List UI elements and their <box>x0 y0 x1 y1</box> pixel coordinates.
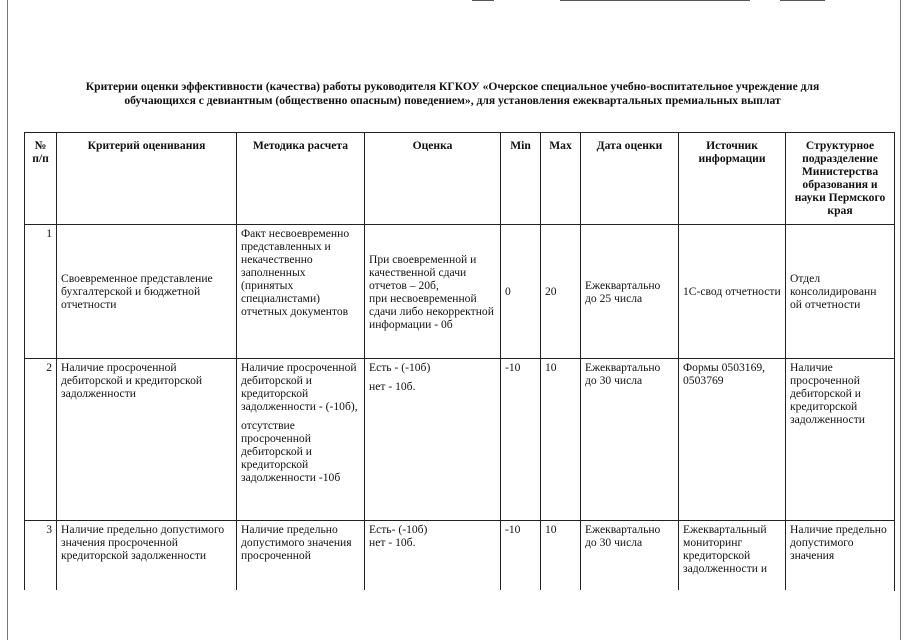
scan-border-right <box>900 0 901 640</box>
method-text: отсутствие просроченной дебиторской и кредиторской задолженности -10б <box>241 419 341 484</box>
max-cell: 10 <box>541 521 581 591</box>
row-number: 1 <box>25 225 57 359</box>
date-cell: Ежеквартально до 30 числа <box>581 521 679 591</box>
header-criterion: Критерий оценивания <box>57 133 237 225</box>
header-date: Дата оценки <box>581 133 679 225</box>
header-dept: Структурное подразделение Министерства образования и науки Пермского края <box>786 133 895 225</box>
page-bottom-margin <box>24 590 894 640</box>
top-rule-1 <box>472 0 494 1</box>
title-line-1: Критерии оценки эффективности (качества) работы руководителя КГКОУ «Очерское специальное учебно-воспитательное учреждение для <box>85 80 820 93</box>
method-text: Наличие просроченной дебиторской и кредиторской задолженности - (-10б), <box>241 361 358 413</box>
method-cell <box>237 225 365 359</box>
max-cell: 20 <box>541 225 581 359</box>
header-source: Источник информации <box>679 133 786 225</box>
min-cell: 0 <box>501 225 541 359</box>
date-cell: Ежеквартально до 30 числа <box>581 359 679 521</box>
source-cell: 1С-свод отчетности <box>679 225 786 359</box>
score-text: Есть- (-10б) <box>369 523 428 536</box>
method-text: Факт несвоевременно представленных и некачественно заполненных (принятых специалистами) отчетных документов <box>241 227 350 318</box>
score-cell <box>365 521 501 591</box>
max-cell: 10 <box>541 359 581 521</box>
method-cell <box>237 359 365 521</box>
header-row <box>25 133 895 225</box>
score-text: нет - 10б. <box>369 536 416 549</box>
score-text: При своевременной и качественной сдачи отчетов – 20б, <box>369 252 477 292</box>
source-cell: Формы 0503169, 0503769 <box>679 359 786 521</box>
table-row <box>25 225 895 359</box>
title-line-2: обучающихся с девиантным (общественно опасным) поведением», для установления ежеквартальных премиальных выплат <box>124 94 781 107</box>
row-number: 3 <box>25 521 57 591</box>
document-title <box>30 80 875 108</box>
source-cell: Ежеквартальный мониторинг кредиторской задолженности и <box>679 521 786 591</box>
score-text: Есть - (-10б) <box>369 361 431 374</box>
criterion-cell: Наличие предельно допустимого значения просроченной кредиторской задолженности <box>57 521 237 591</box>
top-rule-3 <box>780 0 825 1</box>
criterion-cell: Наличие просроченной дебиторской и кредиторской задолженности <box>57 359 237 521</box>
min-cell: -10 <box>501 521 541 591</box>
top-rule-2 <box>560 0 750 1</box>
header-score: Оценка <box>365 133 501 225</box>
date-cell: Ежеквартально до 25 числа <box>581 225 679 359</box>
min-cell: -10 <box>501 359 541 521</box>
method-text: Наличие предельно допустимого значения просроченной <box>241 523 352 562</box>
dept-cell: Наличие просроченной дебиторской и кредиторской задолженности <box>786 359 895 521</box>
criterion-cell: Своевременное представление бухгалтерской и бюджетной отчетности <box>57 225 237 359</box>
score-text: нет - 10б. <box>369 380 416 393</box>
header-method: Методика расчета <box>237 133 365 225</box>
header-min: Min <box>501 133 541 225</box>
dept-cell: Отдел консолидированн ой отчетности <box>786 225 895 359</box>
criteria-table <box>24 132 895 591</box>
row-number: 2 <box>25 359 57 521</box>
table-row <box>25 359 895 521</box>
scan-border-left <box>7 0 8 640</box>
score-cell <box>365 225 501 359</box>
header-max: Max <box>541 133 581 225</box>
score-text: при несвоевременной сдачи либо некорректной информации - 0б <box>369 291 494 331</box>
dept-cell: Наличие предельно допустимого значения <box>786 521 895 591</box>
score-cell <box>365 359 501 521</box>
table-row <box>25 521 895 591</box>
header-num: № п/п <box>25 133 57 225</box>
method-cell <box>237 521 365 591</box>
